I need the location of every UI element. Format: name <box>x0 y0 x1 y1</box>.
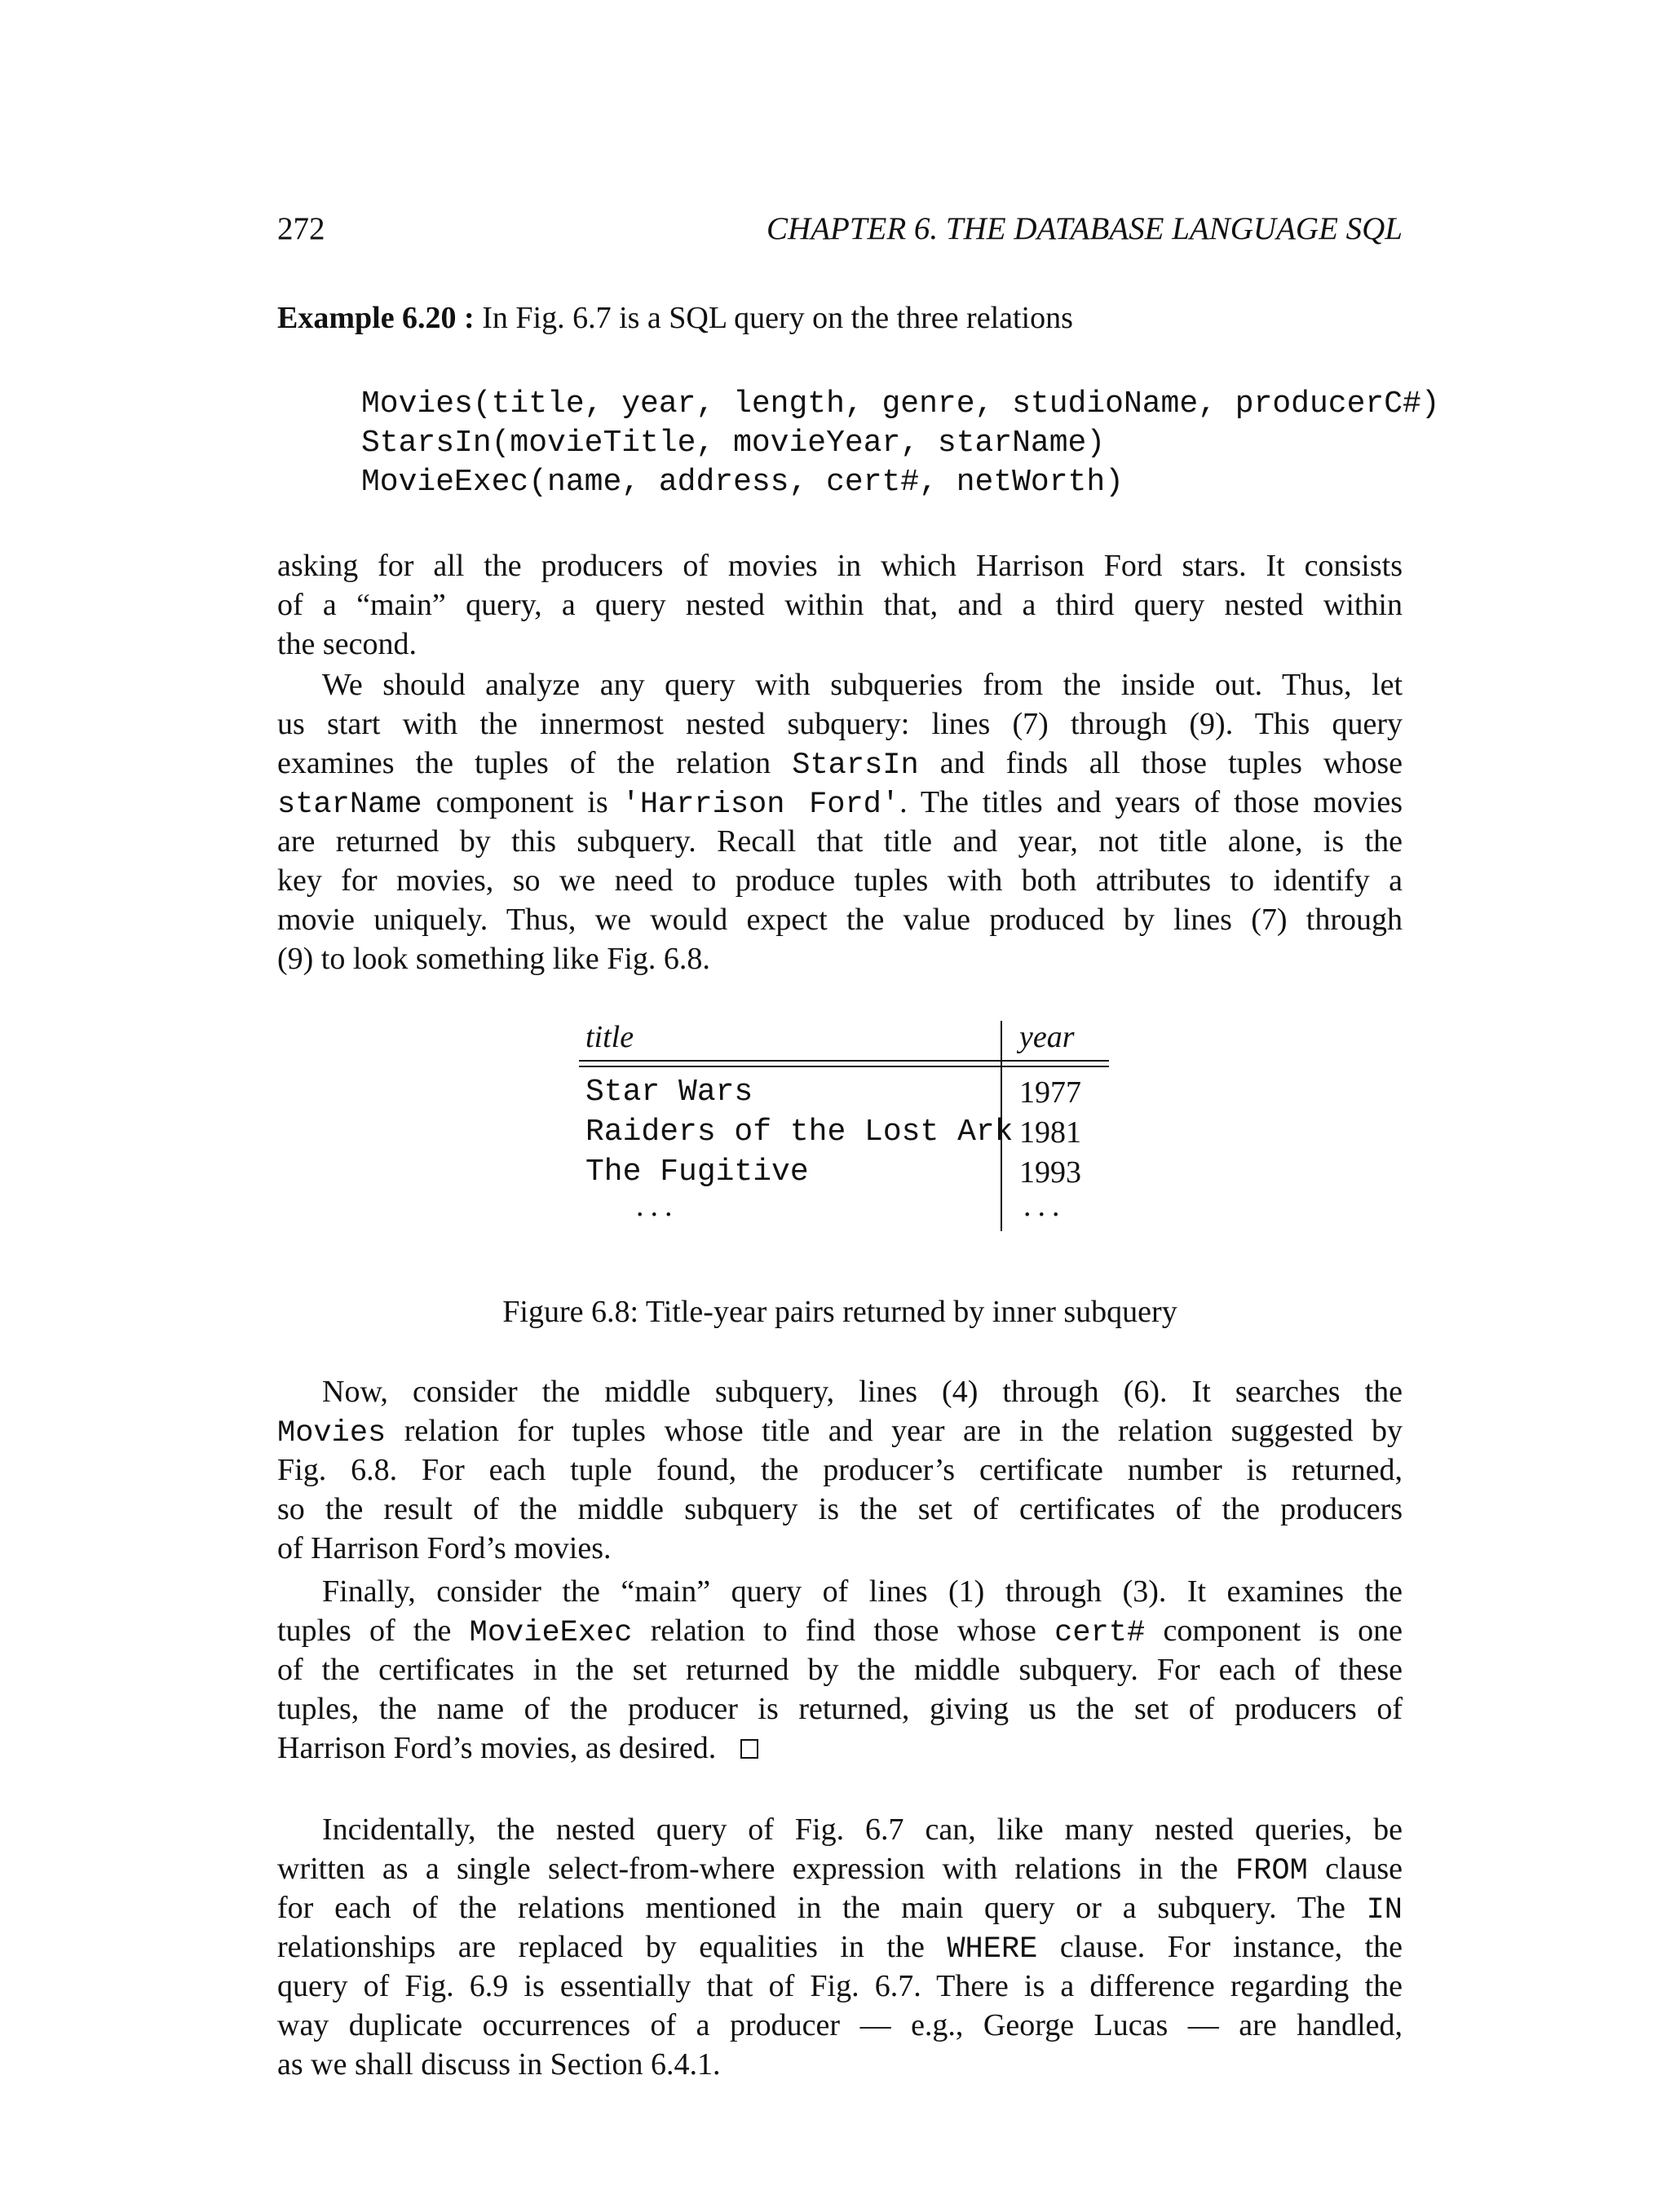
example-intro-text: In Fig. 6.7 is a SQL query on the three relations <box>482 301 1073 335</box>
code-harrison-ford: 'Harrison Ford' <box>621 788 900 822</box>
running-head <box>277 210 1403 251</box>
paragraph-5: Incidentally, the nested query of Fig. 6.7 can, like many nested queries, be written as a single select-from-where expression with relations in the FROM clause for each of the relations mentioned in the main query or a subquery. The IN relationships are replaced by equalities in the WHERE clause. For instance, the query of Fig. 6.9 is essentially that of Fig. 6.7. There is a difference regarding the way duplicate occurrences of a producer — e.g., George Lucas — are handled, as we shall discuss in Section 6.4.1. <box>277 1812 1403 2082</box>
code-starsin: StarsIn <box>792 748 919 783</box>
example-label: Example 6.20 : <box>277 301 475 335</box>
schema-line: Movies(title, year, length, genre, studioName, producerC#) <box>361 386 1440 422</box>
column-header-title: title <box>585 1020 634 1054</box>
paragraph-2: We should analyze any query with subqueries from the inside out. Thus, let us start with the innermost nested subquery: lines (7) through (9). This query examines the tuples of the relation StarsIn and finds all those tuples whose starName component is 'Harrison Ford'. The titles and years of those movies are returned by this subquery. Recall that title and year, not title alone, is the key for movies, so we need to produce tuples with both attributes to identify a movie uniquely. Thus, we would expect the value produced by lines (7) through (9) to look something like Fig. 6.8. <box>277 668 1403 976</box>
end-of-example-icon <box>740 1739 758 1759</box>
paragraph-3: Now, consider the middle subquery, lines (4) through (6). It searches the Movies relation for tuples whose title and year are in the relation suggested by Fig. 6.8. For each tuple found, the producer’s certificate number is returned, so the result of the middle subquery is the set of certificates of the producers of Harrison Ford’s movies. <box>277 1375 1403 1565</box>
table-cell-title: Star Wars <box>585 1075 753 1110</box>
table-cell-year: 1977 <box>1019 1075 1081 1110</box>
code-starname: starName <box>277 788 422 822</box>
table-cell-title: Raiders of the Lost Ark <box>585 1115 1014 1150</box>
code-movies: Movies <box>277 1416 387 1450</box>
paragraph-4: Finally, consider the “main” query of lines (1) through (3). It examines the tuples of the MovieExec relation to find those whose cert# component is one of the certificates in the set returned by the middle subquery. For each of these tuples, the name of the producer is returned, giving us the set of producers of Harrison Ford’s movies, as desired. <box>277 1574 1403 1765</box>
code-cert: cert# <box>1054 1616 1146 1650</box>
column-header-year: year <box>1019 1020 1075 1054</box>
code-in: IN <box>1366 1893 1403 1927</box>
table-ellipsis: ... <box>1023 1189 1067 1223</box>
table-ellipsis: ... <box>636 1189 679 1223</box>
schema-line: StarsIn(movieTitle, movieYear, starName) <box>361 426 1106 461</box>
schema-block <box>361 385 1440 502</box>
example-intro <box>277 298 1403 338</box>
table-cell-year: 1993 <box>1019 1155 1081 1190</box>
table-cell-title: The Fugitive <box>585 1155 809 1190</box>
header-rule <box>579 1066 1109 1067</box>
code-movieexec: MovieExec <box>469 1616 633 1650</box>
page-number: 272 <box>277 211 325 246</box>
header-rule <box>579 1060 1109 1062</box>
schema-line: MovieExec(name, address, cert#, netWorth) <box>361 465 1124 500</box>
table-cell-year: 1981 <box>1019 1115 1081 1150</box>
chapter-title: CHAPTER 6. THE DATABASE LANGUAGE SQL <box>767 211 1403 246</box>
code-where: WHERE <box>947 1932 1038 1967</box>
figure-6-8-table <box>579 1019 1109 1239</box>
code-from: FROM <box>1235 1854 1308 1888</box>
figure-caption: Figure 6.8: Title-year pairs returned by inner subquery <box>502 1295 1177 1329</box>
paragraph-1: asking for all the producers of movies in which Harrison Ford stars. It consists of a “main” query, a query nested within that, and a third query nested within the second. <box>277 549 1403 661</box>
